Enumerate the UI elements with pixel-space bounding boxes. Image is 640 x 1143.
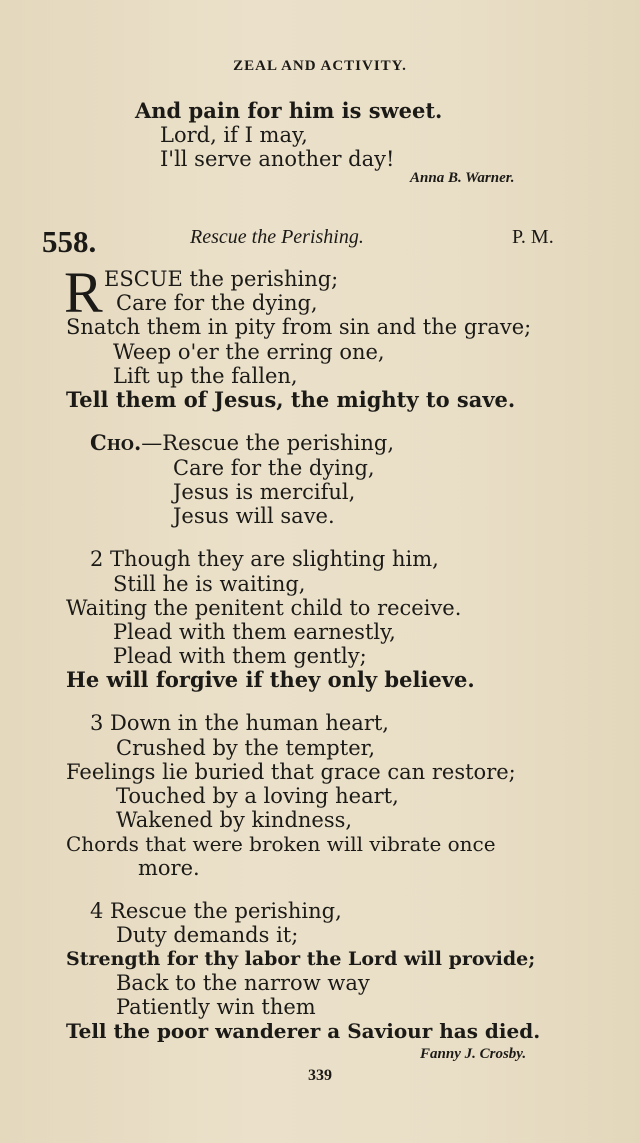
verse-line: Lift up the fallen, — [113, 364, 298, 388]
hymn-author: Fanny J. Crosby. — [420, 1046, 527, 1062]
chorus-label: Cho. — [90, 430, 142, 455]
prev-hymn-line: Lord, if I may, — [160, 123, 308, 147]
chorus-line: Jesus is merciful, — [173, 480, 356, 504]
verse-line: Tell them of Jesus, the mighty to save. — [66, 387, 516, 412]
hymn-meter: P. M. — [512, 226, 554, 248]
verse-line: Care for the dying, — [116, 291, 318, 315]
chorus-line: Care for the dying, — [173, 456, 375, 480]
verse-line: Plead with them earnestly, — [113, 620, 396, 644]
verse-line: Back to the narrow way — [116, 971, 370, 995]
verse-line: Wakened by kindness, — [116, 808, 353, 832]
page-number: 339 — [308, 1067, 332, 1084]
hymn-number: 558. — [42, 224, 97, 259]
prev-hymn-line: And pain for him is sweet. — [135, 98, 443, 123]
chorus-line: Jesus will save. — [173, 504, 335, 528]
verse-line: ESCUE the perishing; — [104, 267, 339, 291]
verse-line: Snatch them in pity from sin and the grave; — [66, 315, 532, 339]
verse-line: more. — [138, 856, 200, 880]
verse-line: He will forgive if they only believe. — [66, 667, 475, 692]
verse-line: Patiently win them — [116, 995, 316, 1019]
verse-line: Tell the poor wanderer a Saviour has died. — [66, 1019, 541, 1043]
chorus-line: —Rescue the perishing, — [141, 431, 395, 455]
verse-line: Still he is waiting, — [113, 572, 306, 596]
verse-line: Plead with them gently; — [113, 644, 367, 668]
verse-line: 4 Rescue the perishing, — [90, 899, 342, 923]
verse-line: Crushed by the tempter, — [116, 736, 376, 760]
verse-line: Duty demands it; — [116, 923, 299, 947]
verse-line: Strength for thy labor the Lord will provide; — [66, 948, 536, 970]
page-header: ZEAL AND ACTIVITY. — [233, 58, 407, 74]
verse-line: Feelings lie buried that grace can restore; — [66, 760, 516, 784]
verse-line: 2 Though they are slighting him, — [90, 547, 439, 571]
verse-line: Weep o'er the erring one, — [113, 340, 385, 364]
verse-line: Touched by a loving heart, — [116, 784, 399, 808]
verse-line: Waiting the penitent child to receive. — [66, 596, 462, 620]
verse-line: 3 Down in the human heart, — [90, 711, 389, 735]
chorus-first-line — [90, 431, 394, 455]
prev-hymn-line: I'll serve another day! — [160, 147, 395, 171]
verse-line: Chords that were broken will vibrate once — [66, 832, 496, 856]
drop-cap: R — [64, 260, 103, 325]
prev-hymn-author: Anna B. Warner. — [410, 170, 515, 186]
hymn-title: Rescue the Perishing. — [190, 226, 364, 248]
